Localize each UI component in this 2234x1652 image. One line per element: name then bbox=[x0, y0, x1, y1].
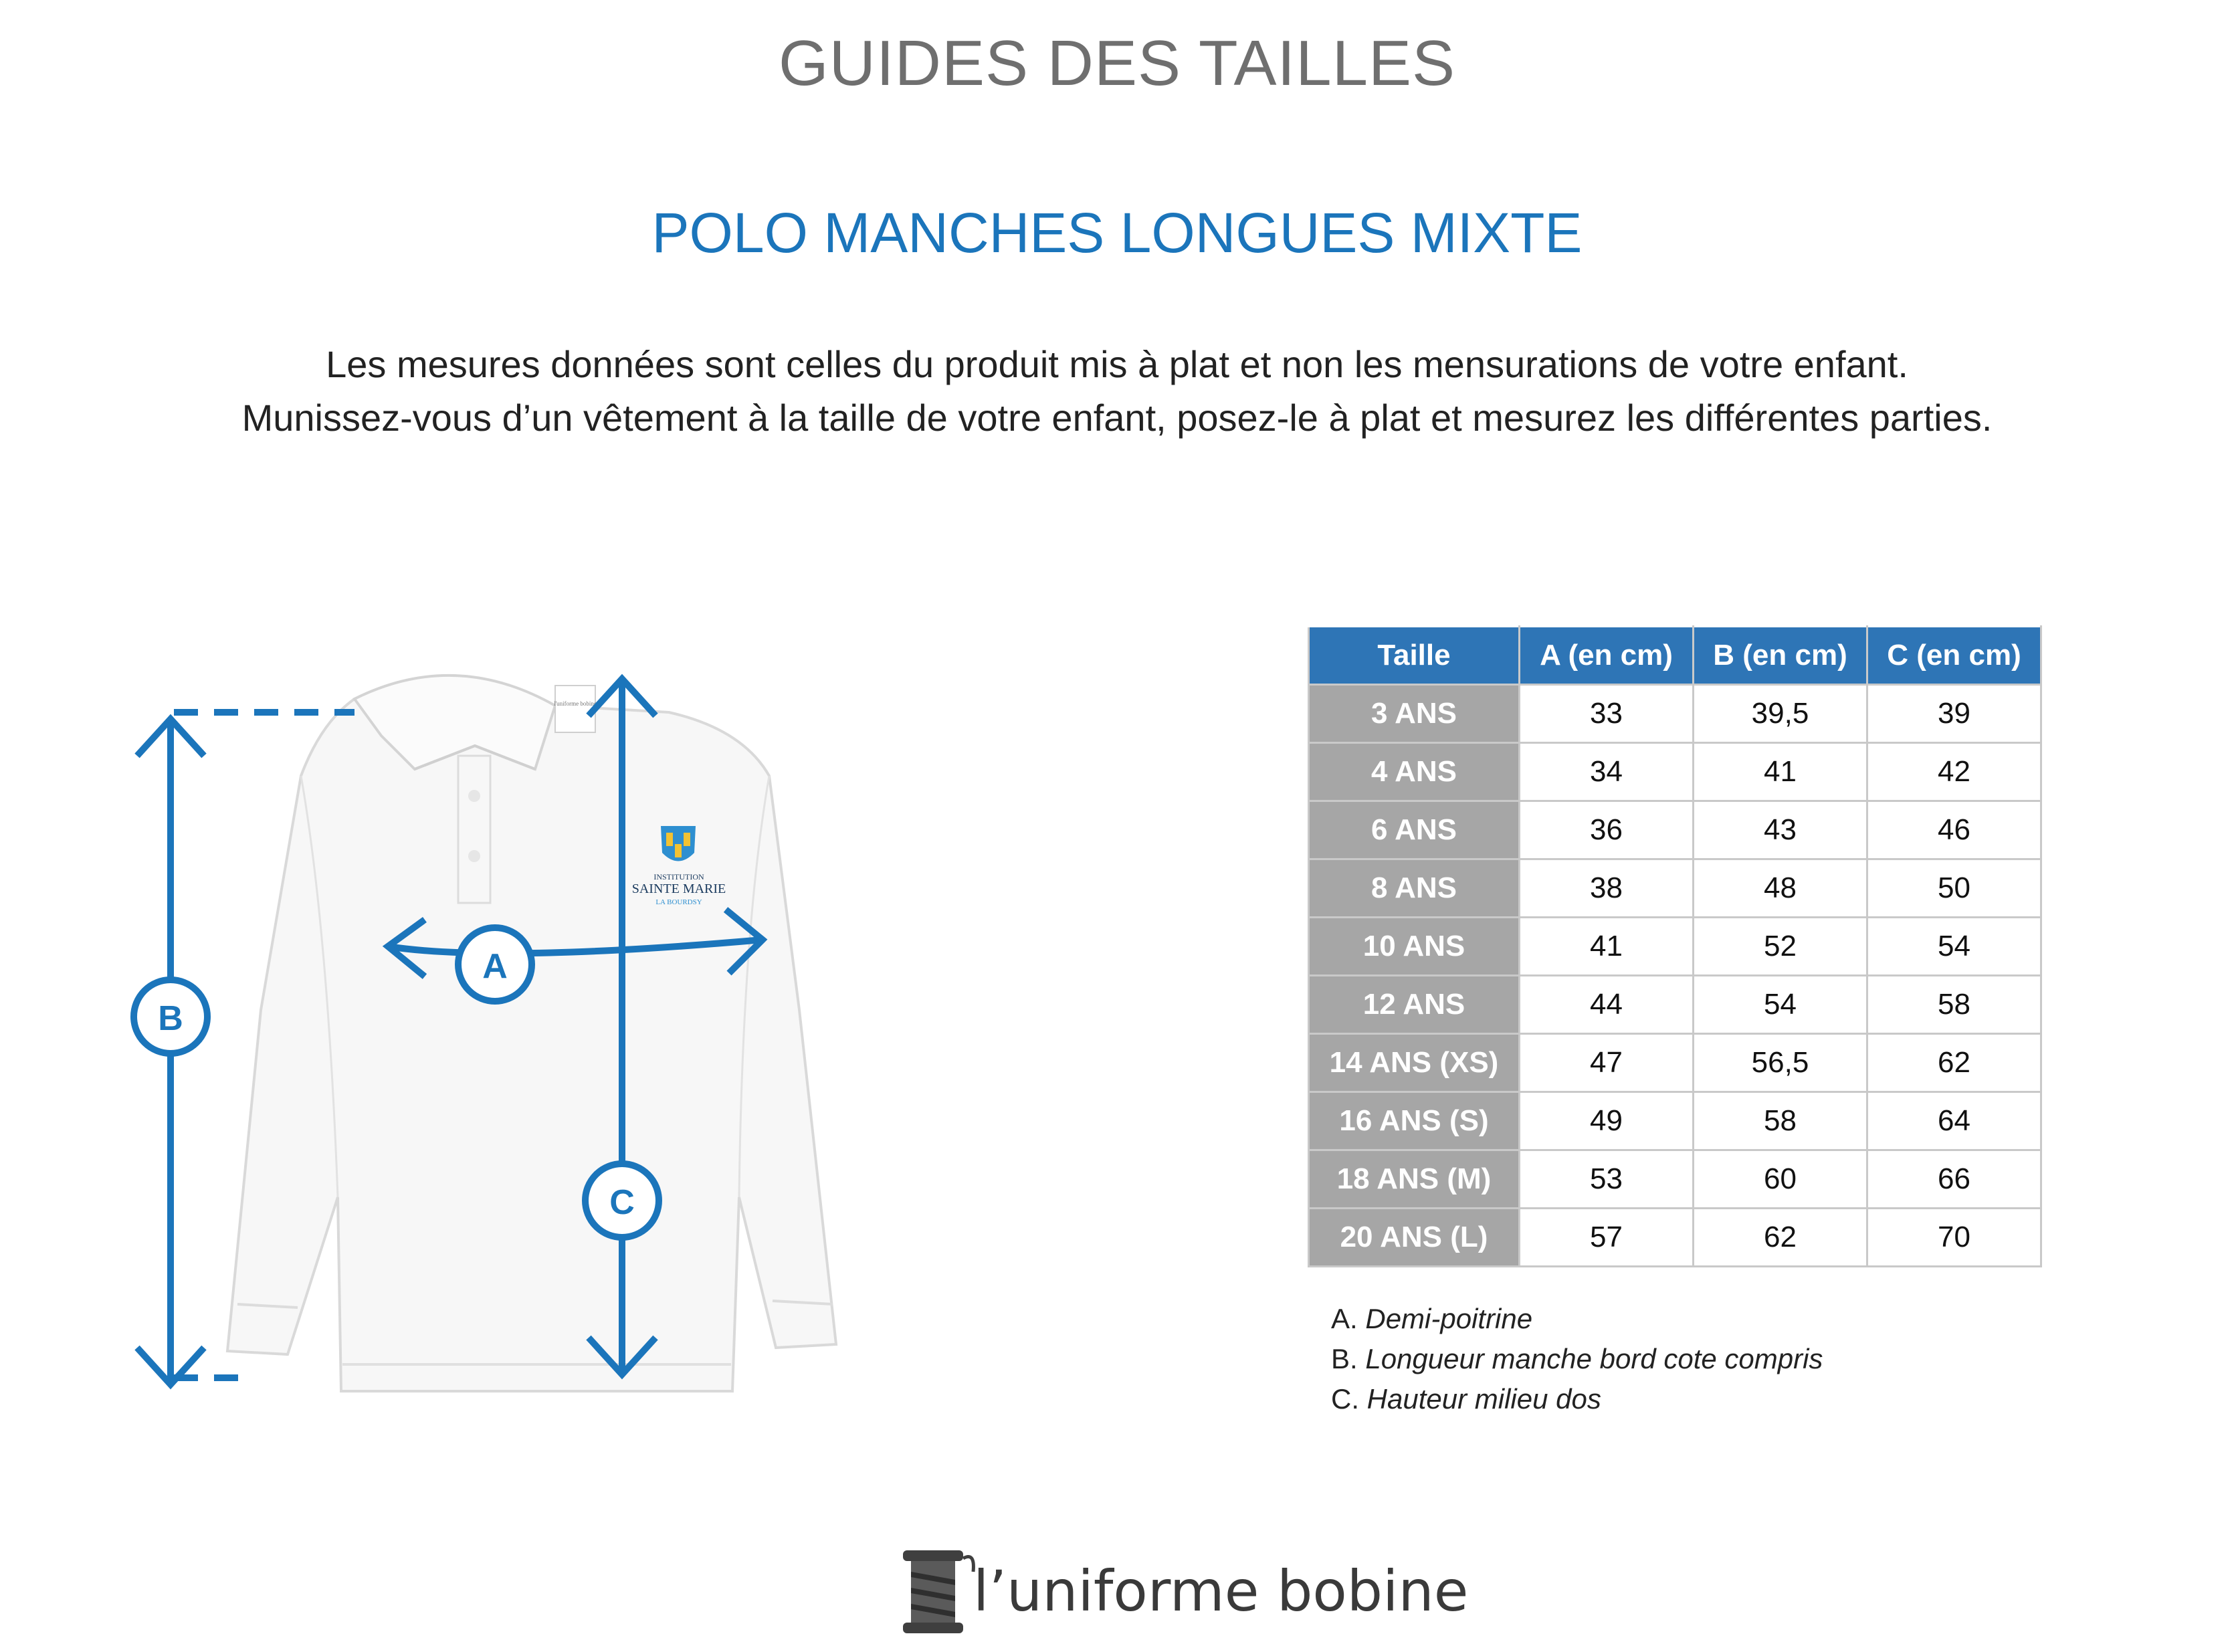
value-a: 53 bbox=[1520, 1150, 1694, 1209]
table-header-row bbox=[1309, 627, 2041, 685]
measure-a-label: A bbox=[482, 947, 508, 986]
table-row bbox=[1309, 1150, 2041, 1209]
table-row bbox=[1309, 685, 2041, 743]
table-row bbox=[1309, 1209, 2041, 1267]
value-a: 34 bbox=[1520, 743, 1694, 801]
intro-line-1: Les mesures données sont celles du produit mis à plat et non les mensurations de votre enfant. bbox=[326, 343, 1908, 385]
legend-c-text: Hauteur milieu dos bbox=[1366, 1383, 1601, 1415]
value-b: 58 bbox=[1694, 1092, 1867, 1150]
table-row bbox=[1309, 743, 2041, 801]
value-b: 41 bbox=[1694, 743, 1867, 801]
table-row bbox=[1309, 918, 2041, 976]
legend-b bbox=[1331, 1343, 1823, 1375]
value-a: 47 bbox=[1520, 1034, 1694, 1092]
value-c: 62 bbox=[1867, 1034, 2041, 1092]
size-cell: 12 ANS bbox=[1309, 976, 1520, 1034]
page-title: GUIDES DES TAILLES bbox=[778, 27, 1456, 99]
legend-c bbox=[1331, 1383, 1601, 1415]
value-c: 64 bbox=[1867, 1092, 2041, 1150]
value-b: 56,5 bbox=[1694, 1034, 1867, 1092]
value-b: 43 bbox=[1694, 801, 1867, 859]
legend-b-key: B. bbox=[1331, 1343, 1358, 1374]
value-c: 46 bbox=[1867, 801, 2041, 859]
size-cell: 18 ANS (M) bbox=[1309, 1150, 1520, 1209]
table-row bbox=[1309, 1092, 2041, 1150]
neck-label-icon bbox=[555, 686, 595, 732]
size-cell: 20 ANS (L) bbox=[1309, 1209, 1520, 1267]
spool-icon bbox=[903, 1550, 973, 1633]
size-cell: 16 ANS (S) bbox=[1309, 1092, 1520, 1150]
value-c: 42 bbox=[1867, 743, 2041, 801]
value-c: 50 bbox=[1867, 859, 2041, 918]
product-title: POLO MANCHES LONGUES MIXTE bbox=[651, 201, 1583, 264]
legend-a bbox=[1331, 1303, 1532, 1335]
value-a: 41 bbox=[1520, 918, 1694, 976]
value-b: 60 bbox=[1694, 1150, 1867, 1209]
polo-measurement-diagram bbox=[100, 595, 970, 1438]
school-crest-icon bbox=[661, 826, 696, 861]
table-row bbox=[1309, 1034, 2041, 1092]
polo-shirt-illustration bbox=[227, 676, 836, 1391]
value-a: 38 bbox=[1520, 859, 1694, 918]
size-cell: 6 ANS bbox=[1309, 801, 1520, 859]
size-cell: 4 ANS bbox=[1309, 743, 1520, 801]
legend-c-key: C. bbox=[1331, 1383, 1359, 1415]
brand-logo-text: l’uniforme bobine bbox=[973, 1558, 1469, 1624]
crest-line-3: LA BOURDSY bbox=[655, 898, 702, 906]
size-cell: 8 ANS bbox=[1309, 859, 1520, 918]
header-taille: Taille bbox=[1309, 627, 1520, 685]
header-c: C (en cm) bbox=[1867, 627, 2041, 685]
size-cell: 14 ANS (XS) bbox=[1309, 1034, 1520, 1092]
measure-c-label: C bbox=[609, 1183, 635, 1222]
value-a: 49 bbox=[1520, 1092, 1694, 1150]
table-row bbox=[1309, 859, 2041, 918]
neck-label-text: l'uniforme bobine bbox=[554, 700, 597, 707]
value-b: 48 bbox=[1694, 859, 1867, 918]
crest-line-1: INSTITUTION bbox=[653, 872, 704, 882]
legend-a-text: Demi-poitrine bbox=[1365, 1303, 1533, 1334]
value-a: 36 bbox=[1520, 801, 1694, 859]
size-table bbox=[1308, 625, 2042, 1267]
value-a: 44 bbox=[1520, 976, 1694, 1034]
table-row bbox=[1309, 976, 2041, 1034]
value-b: 39,5 bbox=[1694, 685, 1867, 743]
legend-a-key: A. bbox=[1331, 1303, 1358, 1334]
value-c: 54 bbox=[1867, 918, 2041, 976]
crest-line-2: SAINTE MARIE bbox=[631, 882, 726, 896]
size-cell: 3 ANS bbox=[1309, 685, 1520, 743]
value-c: 39 bbox=[1867, 685, 2041, 743]
value-c: 66 bbox=[1867, 1150, 2041, 1209]
value-c: 70 bbox=[1867, 1209, 2041, 1267]
header-b: B (en cm) bbox=[1694, 627, 1867, 685]
value-a: 33 bbox=[1520, 685, 1694, 743]
legend-b-text: Longueur manche bord cote compris bbox=[1365, 1343, 1823, 1374]
measure-b-label: B bbox=[158, 999, 183, 1038]
value-a: 57 bbox=[1520, 1209, 1694, 1267]
value-b: 62 bbox=[1694, 1209, 1867, 1267]
value-b: 52 bbox=[1694, 918, 1867, 976]
size-cell: 10 ANS bbox=[1309, 918, 1520, 976]
value-b: 54 bbox=[1694, 976, 1867, 1034]
intro-line-2: Munissez-vous d’un vêtement à la taille de votre enfant, posez-le à plat et mesurez les différentes parties. bbox=[241, 397, 1993, 439]
table-row bbox=[1309, 801, 2041, 859]
value-c: 58 bbox=[1867, 976, 2041, 1034]
header-a: A (en cm) bbox=[1520, 627, 1694, 685]
